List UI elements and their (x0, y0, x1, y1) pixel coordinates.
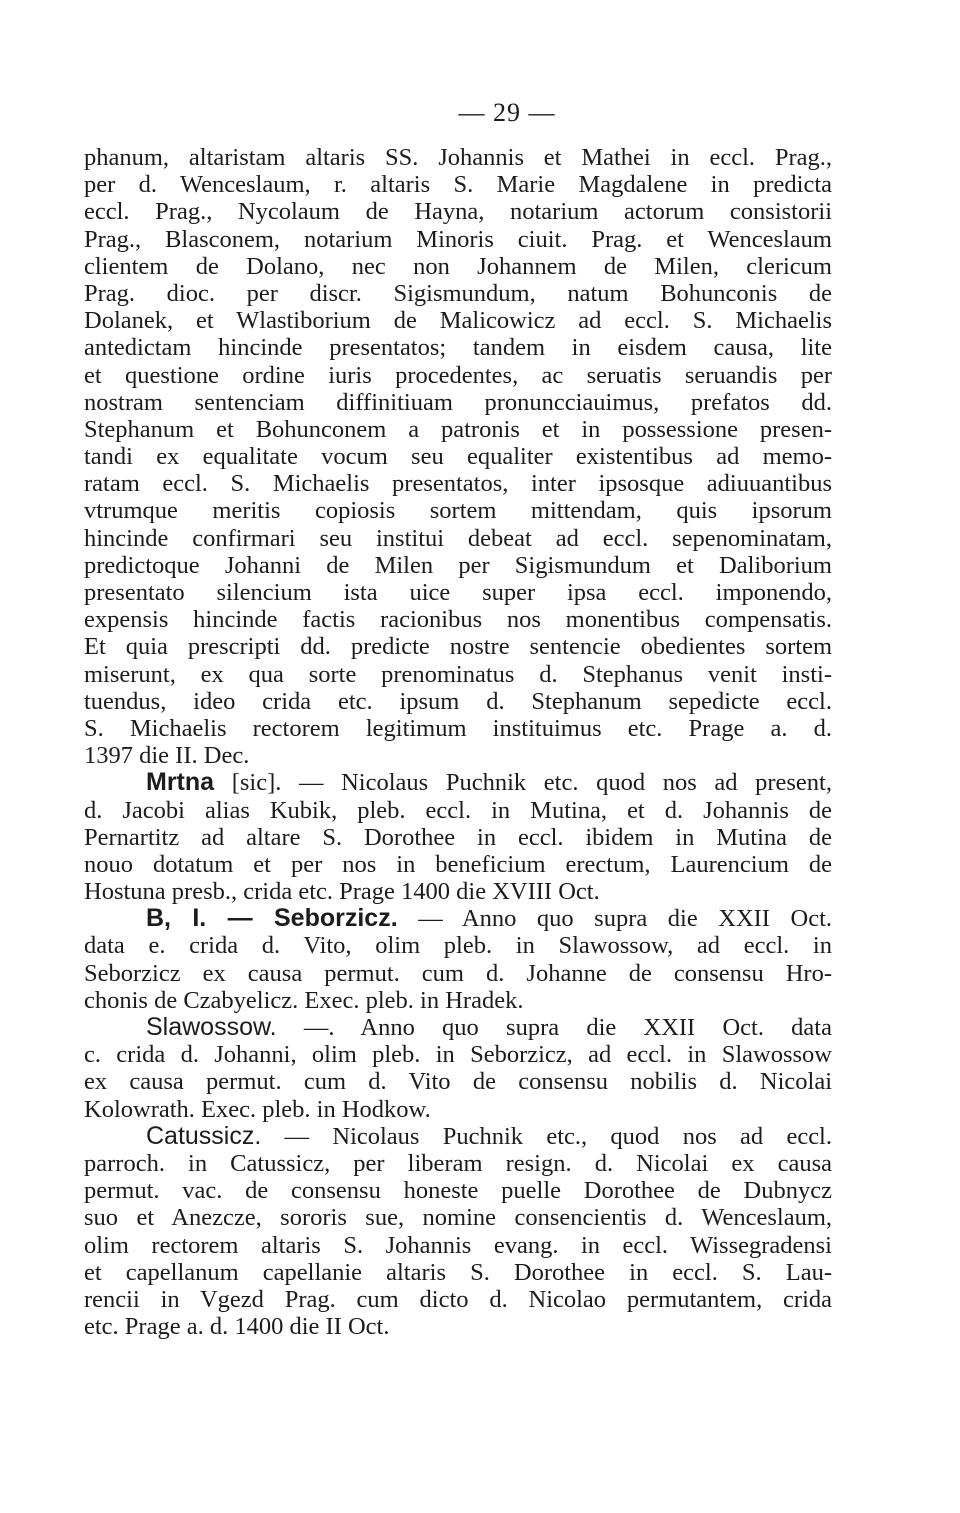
text-line: permut. vac. de consensu honeste puelle Dorothee de Dubnycz (84, 1177, 832, 1205)
text-line: et capellanum capellanie altaris S. Dorothee in eccl. S. Lau- (84, 1258, 832, 1286)
entries-list (84, 769, 832, 1340)
text-line: eccl. Prag., Nycolaum de Hayna, notarium actorum consistorii (84, 198, 832, 226)
text-line: c. crida d. Johanni, olim pleb. in Seborzicz, ad eccl. in Slawossow (84, 1041, 832, 1069)
text-line: olim rectorem altaris S. Johannis evang. in eccl. Wissegradensi (84, 1231, 832, 1259)
text-line: ex causa permut. cum d. Vito de consensu nobilis d. Nicolai (84, 1068, 832, 1096)
text-line: tandi ex equalitate vocum seu equaliter existentibus ad memo- (84, 443, 832, 471)
text-line: miserunt, ex qua sorte prenominatus d. Stephanus venit insti- (84, 660, 832, 688)
text-line: antedictam hincinde presentatos; tandem in eisdem causa, lite (84, 334, 832, 362)
entry-prefix: B, I. — (146, 904, 274, 933)
text-line: Pernartitz ad altare S. Dorothee in eccl. ibidem in Mutina de (84, 823, 832, 851)
text-line: ratam eccl. S. Michaelis presentatos, inter ipsosque adiuuantibus (84, 470, 832, 498)
entry-first-line (84, 1123, 832, 1150)
entry (84, 1014, 832, 1123)
text-line: Hostuna presb., crida etc. Prage 1400 die XVIII Oct. (84, 878, 600, 906)
text-line: tuendus, ideo crida etc. ipsum d. Stephanum sepedicte eccl. (84, 687, 832, 715)
text-line: etc. Prage a. d. 1400 die II Oct. (84, 1313, 390, 1341)
text-line: Et quia prescripti dd. predicte nostre sentencie obedientes sortem (84, 633, 832, 661)
entry (84, 905, 832, 1014)
entry-heading: Slawossow. (146, 1013, 277, 1041)
text-line: 1397 die II. Dec. (84, 742, 250, 770)
text-line: rencii in Vgezd Prag. cum dicto d. Nicolao permutantem, crida (84, 1285, 832, 1313)
entry-first-line-text: — Nicolaus Puchnik etc., quod nos ad eccl. (261, 1122, 832, 1150)
text-line: parroch. in Catussicz, per liberam resign. d. Nicolai ex causa (84, 1149, 832, 1177)
text-line: Stephanum et Bohunconem a patronis et in possessione presen- (84, 415, 832, 443)
page-number: — 29 — (458, 98, 556, 127)
entry-heading: Mrtna (146, 768, 215, 797)
text-line: expensis hincinde factis racionibus nos monentibus compensatis. (84, 606, 832, 634)
entry (84, 1123, 832, 1341)
text-line: Dolanek, et Wlastiborium de Malicowicz ad eccl. S. Michaelis (84, 307, 832, 335)
text-line: Kolowrath. Exec. pleb. in Hodkow. (84, 1095, 431, 1123)
text-line: presentato silencium ista uice super ipsa eccl. imponendo, (84, 579, 832, 606)
entry (84, 769, 832, 905)
text-line: Seborzicz ex causa permut. cum d. Johanne de consensu Hro- (84, 959, 832, 987)
text-line: nostram sentenciam diffinitiuam pronuncciauimus, prefatos dd. (84, 388, 832, 416)
text-line: S. Michaelis rectorem legitimum instituimus etc. Prage a. d. (84, 714, 832, 742)
text-line: data e. crida d. Vito, olim pleb. in Slawossow, ad eccl. in (84, 932, 832, 960)
text-line: d. Jacobi alias Kubik, pleb. eccl. in Mutina, et d. Johannis de (84, 796, 832, 824)
text-line: predictoque Johanni de Milen per Sigismundum et Daliborium (84, 551, 832, 579)
entry-first-line (84, 769, 832, 796)
entry-first-line-text: [sic]. — Nicolaus Puchnik etc. quod nos ad present, (214, 769, 832, 797)
text-line: per d. Wenceslaum, r. altaris S. Marie Magdalene in predicta (84, 171, 832, 199)
opening-paragraph (84, 144, 832, 769)
entry-first-line (84, 1014, 832, 1041)
text-line: clientem de Dolano, nec non Johannem de Milen, clericum (84, 252, 832, 280)
text-line: chonis de Czabyelicz. Exec. pleb. in Hradek. (84, 986, 524, 1014)
entry-first-line-text: —. Anno quo supra die XXII Oct. data (276, 1014, 832, 1041)
text-line: vtrumque meritis copiosis sortem mittendam, quis ipsorum (84, 497, 832, 525)
text-line: Prag., Blasconem, notarium Minoris ciuit. Prag. et Wenceslaum (84, 225, 832, 253)
text-line: suo et Anezcze, sororis sue, nomine consencientis d. Wenceslaum, (84, 1204, 832, 1232)
text-line: phanum, altaristam altaris SS. Johannis et Mathei in eccl. Prag., (84, 144, 832, 171)
entry-first-line-text: — Anno quo supra die XXII Oct. (397, 905, 833, 933)
entry-heading: Seborzicz. (274, 904, 398, 933)
entry-heading: Catussicz. (146, 1121, 262, 1150)
entry-first-line (84, 905, 832, 932)
text-line: et questione ordine iuris procedentes, ac seruatis seruandis per (84, 361, 832, 389)
body-text (84, 144, 832, 1340)
text-line: hincinde confirmari seu institui debeat ad eccl. sepenominatam, (84, 524, 832, 552)
text-line: nouo dotatum et per nos in beneficium erectum, Laurencium de (84, 850, 832, 878)
text-line: Prag. dioc. per discr. Sigismundum, natum Bohunconis de (84, 279, 832, 307)
